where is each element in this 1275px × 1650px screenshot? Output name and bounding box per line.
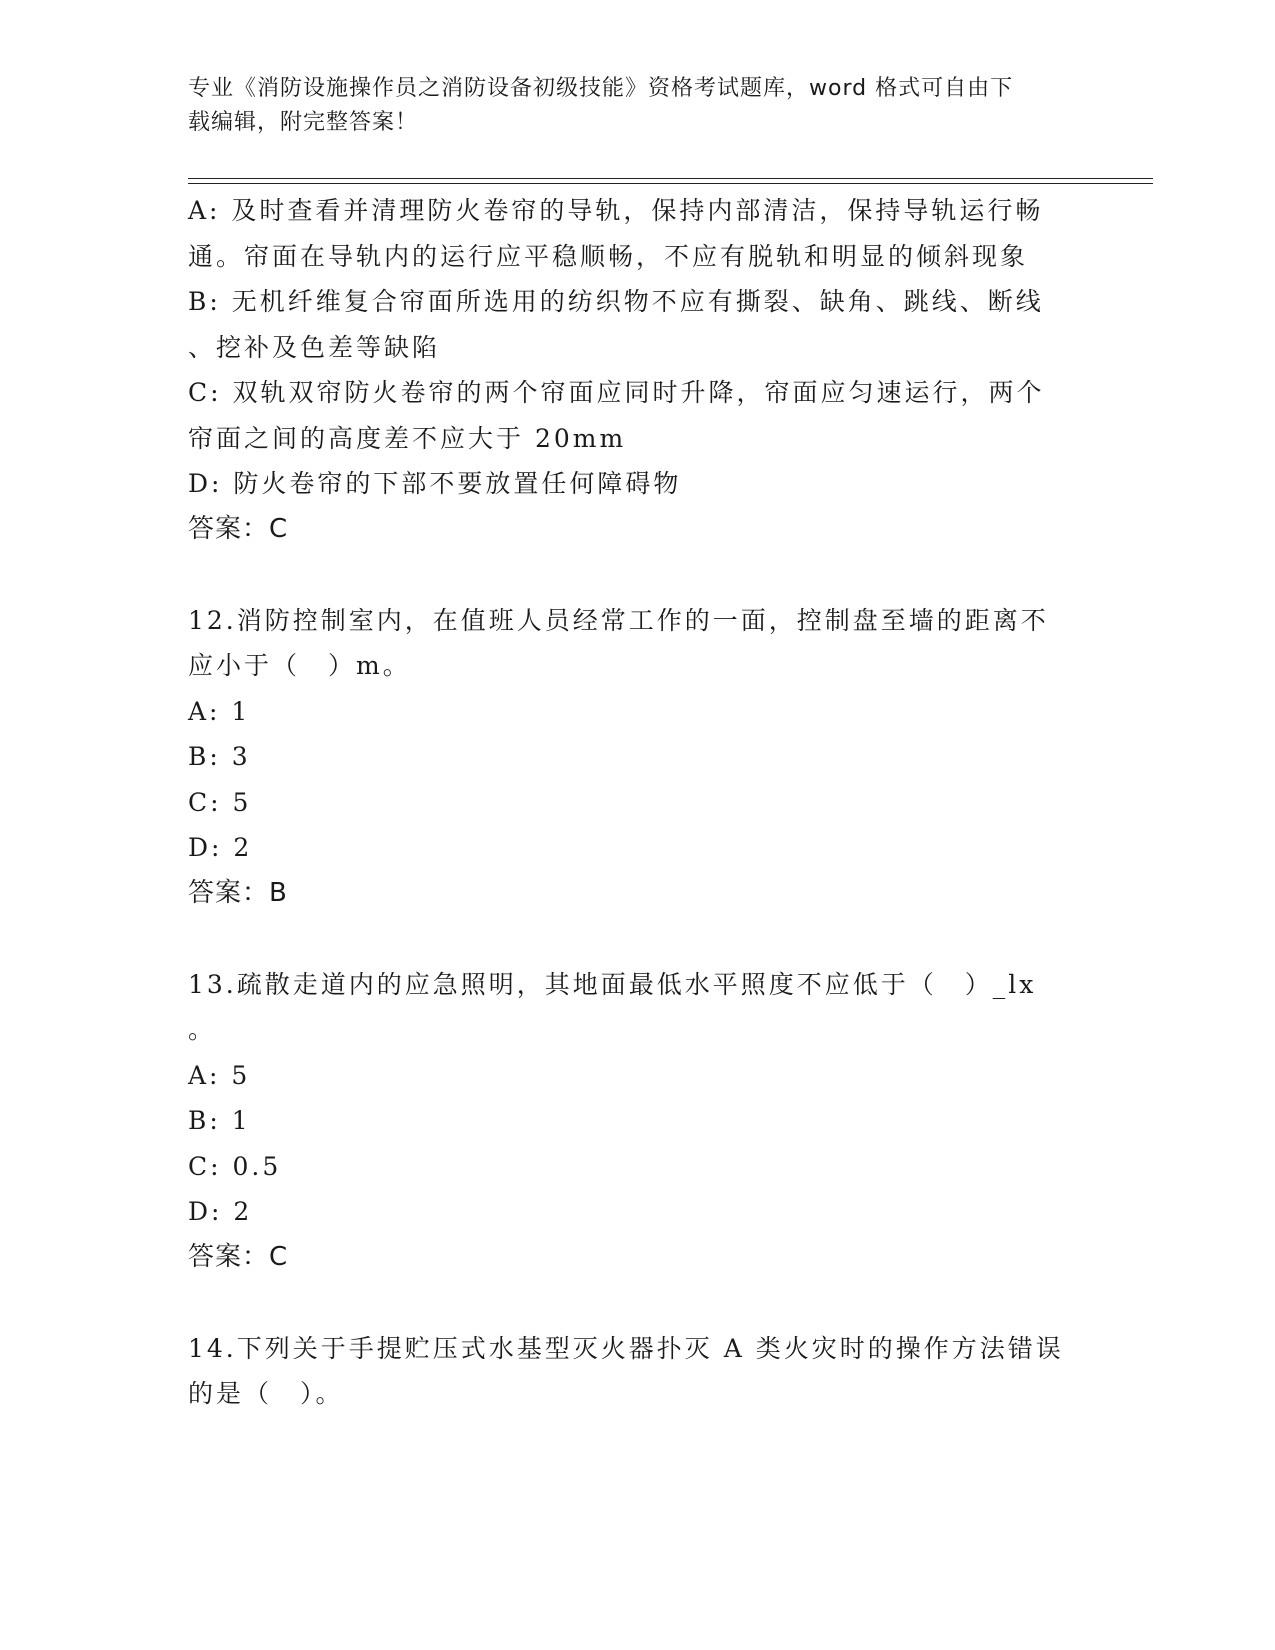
question-text-line-1: 14.下列关于手提贮压式水基型灭火器扑灭 A 类火灾时的操作方法错误 [188,1333,1064,1363]
question-11 [188,188,1068,552]
option-a-line-1: A: 及时查看并清理防火卷帘的导轨，保持内部清洁，保持导轨运行畅 [188,196,1044,225]
spacer [188,1280,1068,1326]
option-d: D: 2 [188,1197,253,1226]
spacer [188,552,1068,598]
question-text-line-1: 12.消防控制室内，在值班人员经常工作的一面，控制盘至墙的距离不 [188,605,1049,635]
option-c: C: 0.5 [188,1151,282,1181]
option-c-line-1: C: 双轨双帘防火卷帘的两个帘面应同时升降，帘面应匀速运行，两个 [188,378,1045,407]
header-divider-top [188,178,1153,179]
header-divider-bottom [188,183,1153,184]
answer: 答案：B [188,877,288,908]
question-content [188,188,1068,1417]
spacer [188,916,1068,962]
header-line-1: 专业《消防设施操作员之消防设备初级技能》资格考试题库，word 格式可自由下 [188,76,1014,101]
option-a-line-2: 通。帘面在导轨内的运行应平稳顺畅，不应有脱轨和明显的倾斜现象 [188,241,1029,271]
question-14 [188,1326,1068,1417]
option-a: A: 5 [188,1060,251,1090]
question-13 [188,962,1068,1281]
question-text-line-2: 的是（ ）。 [188,1379,344,1408]
option-b: B: 3 [188,742,251,771]
option-d: D: 2 [188,833,253,862]
question-text-line-1: 13.疏散走道内的应急照明，其地面最低水平照度不应低于（ ）_lx [188,969,1037,999]
option-b-line-1: B: 无机纤维复合帘面所选用的纺织物不应有撕裂、缺角、跳线、断线 [188,287,1044,316]
answer: 答案：C [188,513,289,544]
option-b-line-2: 、挖补及色差等缺陷 [188,332,441,362]
option-c-line-2: 帘面之间的高度差不应大于 20mm [188,423,627,453]
option-c: C: 5 [188,787,252,817]
question-12 [188,598,1068,917]
header-line-2: 载编辑，附完整答案！ [188,110,419,135]
option-b: B: 1 [188,1106,251,1135]
option-a: A: 1 [188,696,251,726]
document-header [188,72,1068,140]
answer: 答案：C [188,1241,289,1272]
option-d: D: 防火卷帘的下部不要放置任何障碍物 [188,469,682,498]
question-text-line-2: 。 [188,1015,217,1044]
question-text-line-2: 应小于（ ）m。 [188,651,411,680]
